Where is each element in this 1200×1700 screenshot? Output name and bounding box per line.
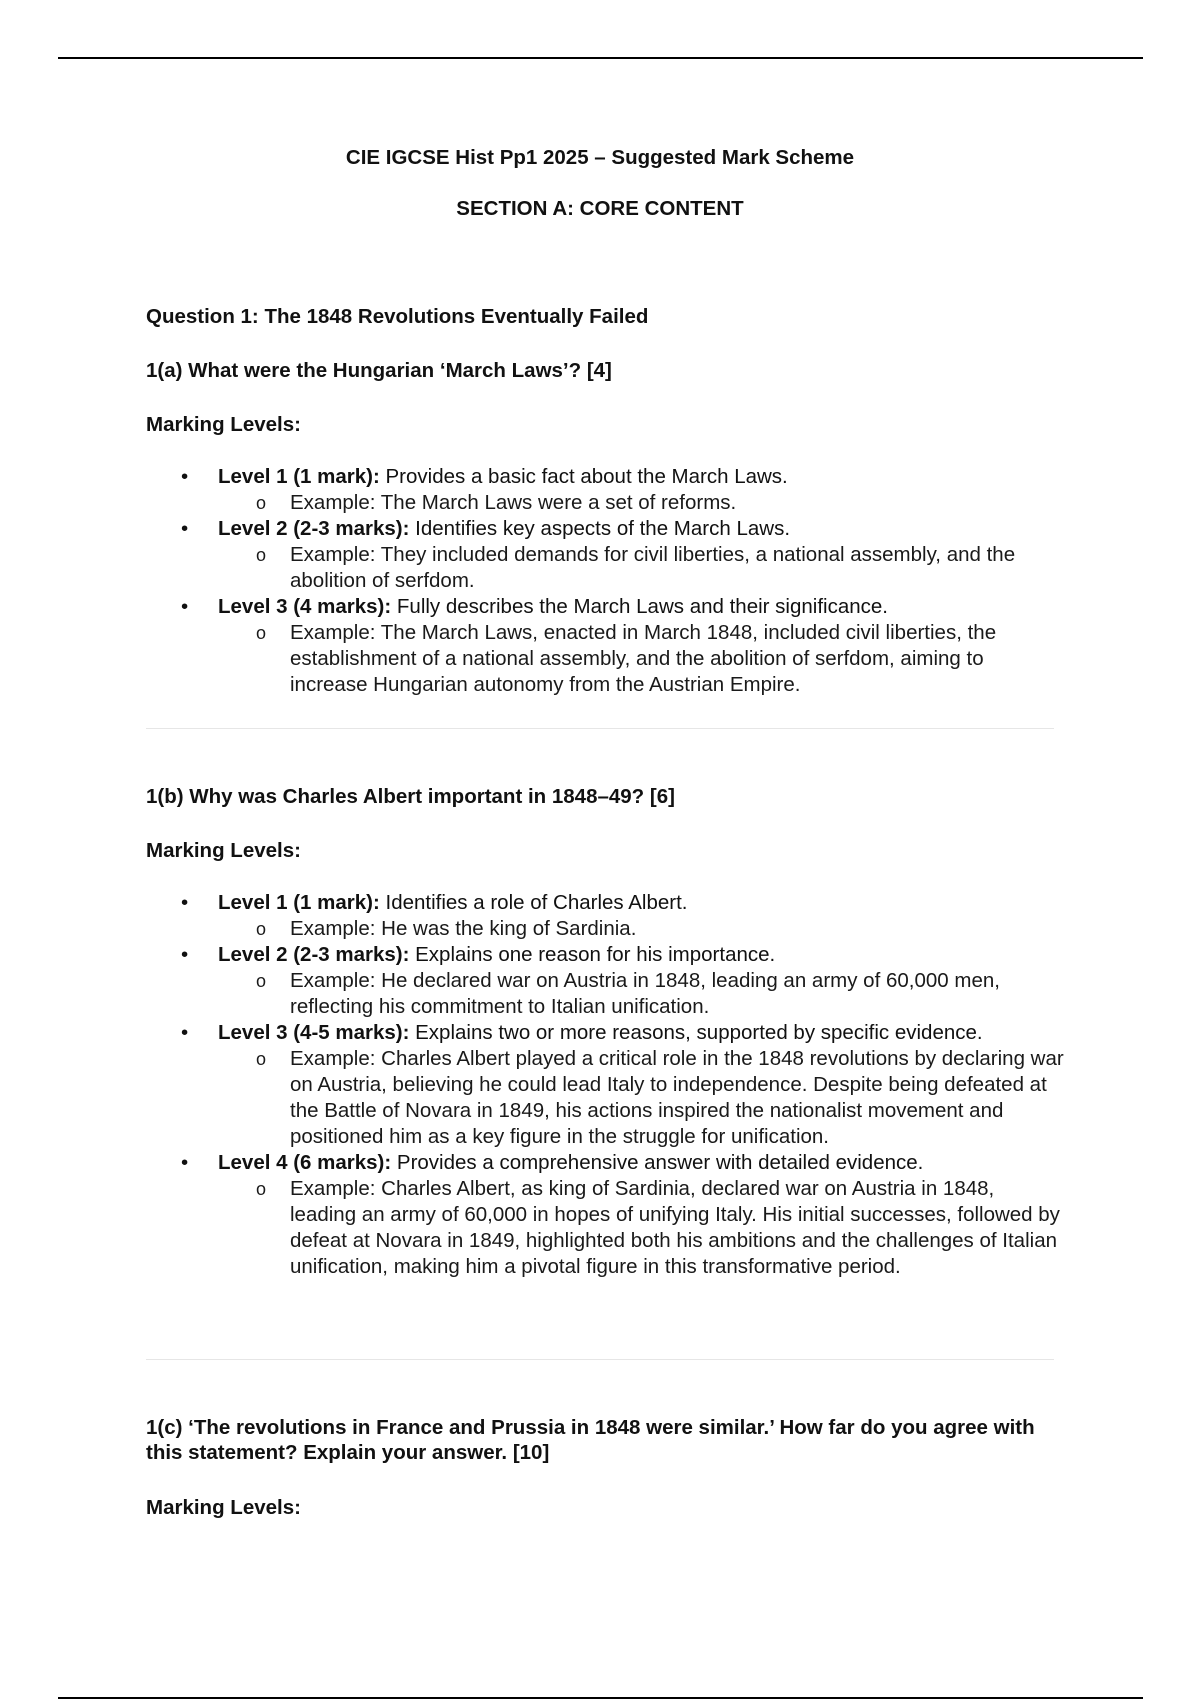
level-item xyxy=(146,594,1066,698)
level-example: o Example: Charles Albert, as king of Sardinia, declared war on Austria in 1848, leading an army of 60,000 in hopes of unifying Italy. His initial successes, followed by defeat at Novara in 1849, highlighted both his ambitions and the challenges of Italian unification, making him a pivotal figure in this transformative period. xyxy=(218,1176,1066,1280)
level-example: o Example: They included demands for civil liberties, a national assembly, and the abolition of serfdom. xyxy=(218,542,1066,594)
level-label: Level 3 (4-5 marks): xyxy=(218,1021,410,1044)
level-description: Provides a basic fact about the March Laws. xyxy=(379,465,788,488)
section-separator xyxy=(146,728,1054,729)
levels-list-1b xyxy=(146,890,1066,1280)
page-bottom-rule xyxy=(58,1697,1143,1699)
section-separator xyxy=(146,1359,1054,1360)
page-top-rule xyxy=(58,57,1143,59)
level-item xyxy=(146,516,1066,594)
question-1b-heading: 1(b) Why was Charles Albert important in 1848–49? [6] xyxy=(146,785,675,808)
section-title: SECTION A: CORE CONTENT xyxy=(456,197,744,220)
level-description: Identifies key aspects of the March Laws. xyxy=(409,517,791,540)
question-1c-heading: 1(c) ‘The revolutions in France and Prussia in 1848 were similar.’ How far do you agree with this statement? Explain your answer. [10] xyxy=(146,1416,1035,1464)
levels-list-1a xyxy=(146,464,1066,698)
level-description: Explains one reason for his importance. xyxy=(409,943,776,966)
level-label: Level 1 (1 mark): xyxy=(218,465,380,488)
level-item xyxy=(146,464,1066,516)
level-example: o Example: The March Laws, enacted in March 1848, included civil liberties, the establishment of a national assembly, and the abolition of serfdom, aiming to increase Hungarian autonomy from the Austrian Empire. xyxy=(218,620,1066,698)
marking-levels-label-1a: Marking Levels: xyxy=(146,413,301,436)
level-label: Level 4 (6 marks): xyxy=(218,1151,392,1174)
level-item xyxy=(146,1150,1066,1280)
level-label: Level 3 (4 marks): xyxy=(218,595,392,618)
level-label: Level 2 (2-3 marks): xyxy=(218,943,410,966)
level-example: o Example: He declared war on Austria in 1848, leading an army of 60,000 men, reflecting his commitment to Italian unification. xyxy=(218,968,1066,1020)
level-example: o Example: He was the king of Sardinia. xyxy=(218,916,1066,942)
level-description: Provides a comprehensive answer with detailed evidence. xyxy=(391,1151,924,1174)
level-item xyxy=(146,890,1066,942)
marking-levels-label-1b: Marking Levels: xyxy=(146,839,301,862)
marking-levels-label-1c: Marking Levels: xyxy=(146,1496,301,1519)
question-1-title: Question 1: The 1848 Revolutions Eventually Failed xyxy=(146,305,649,328)
question-1a-heading: 1(a) What were the Hungarian ‘March Laws’? [4] xyxy=(146,359,612,382)
level-item xyxy=(146,1020,1066,1150)
level-description: Explains two or more reasons, supported by specific evidence. xyxy=(409,1021,983,1044)
level-example: o Example: The March Laws were a set of reforms. xyxy=(218,490,1066,516)
level-label: Level 1 (1 mark): xyxy=(218,891,380,914)
level-label: Level 2 (2-3 marks): xyxy=(218,517,410,540)
level-description: Fully describes the March Laws and their significance. xyxy=(391,595,888,618)
level-item xyxy=(146,942,1066,1020)
level-description: Identifies a role of Charles Albert. xyxy=(379,891,688,914)
document-title: CIE IGCSE Hist Pp1 2025 – Suggested Mark Scheme xyxy=(345,146,855,169)
level-example: o Example: Charles Albert played a critical role in the 1848 revolutions by declaring war on Austria, believing he could lead Italy to independence. Despite being defeated at the Battle of Novara in 1849, his actions inspired the nationalist movement and positioned him as a key figure in the struggle for unification. xyxy=(218,1046,1066,1150)
